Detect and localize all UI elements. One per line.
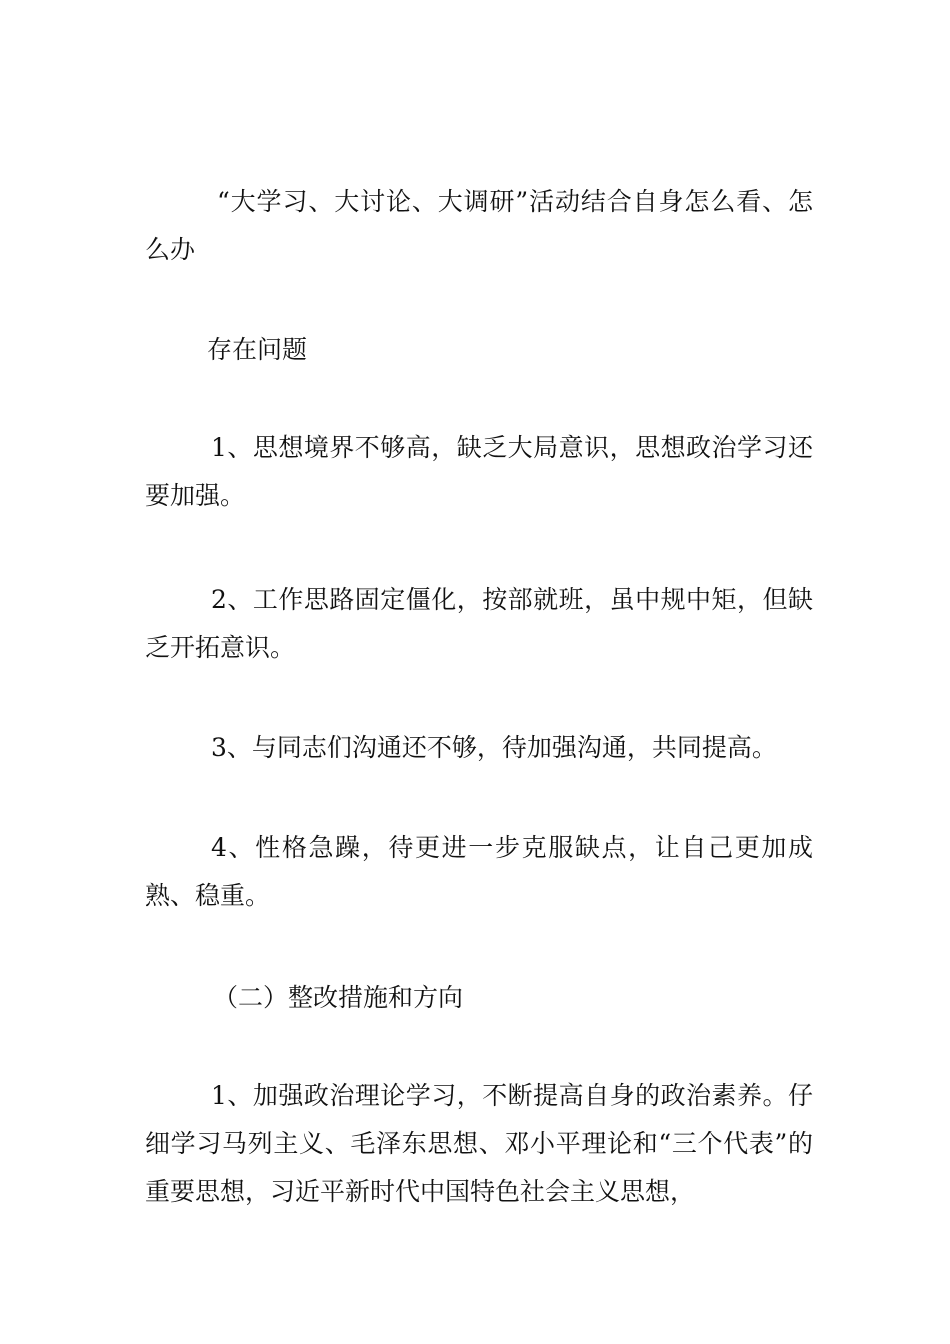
measure-item-1: 1、加强政治理论学习，不断提高自身的政治素养。仔细学习马列主义、毛泽东思想、邓小平理论和“三个代表”的重要思想，习近平新时代中国特色社会主义思想，	[145, 1081, 813, 1206]
problem-item-2: 2、工作思路固定僵化，按部就班，虽中规中矩，但缺乏开拓意识。	[145, 585, 813, 662]
problem-item-4: 4、性格急躁，待更进一步克服缺点，让自己更加成熟、稳重。	[145, 833, 813, 910]
section-heading-problems: 存在问题	[207, 335, 308, 364]
problem-item-3: 3、与同志们沟通还不够，待加强沟通，共同提高。	[211, 733, 777, 762]
section-heading-measures: （二）整改措施和方向	[213, 983, 464, 1012]
problem-item-1: 1、思想境界不够高，缺乏大局意识，思想政治学习还要加强。	[145, 433, 813, 510]
document-title: “大学习、大讨论、大调研”活动结合自身怎么看、怎么办	[145, 187, 813, 264]
